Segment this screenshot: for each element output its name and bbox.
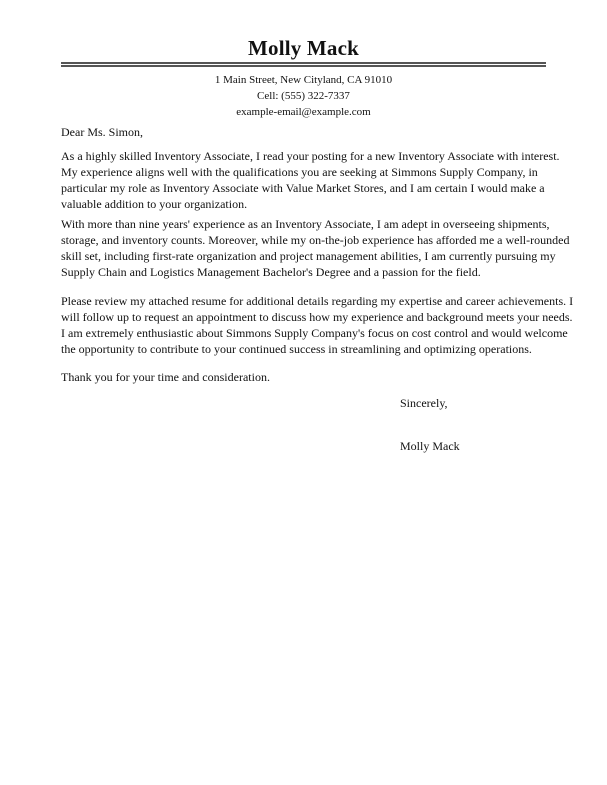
paragraph-2 [61,216,570,280]
paragraph-line: Please review my attached resume for additional details regarding my expertise and career achievements. I [61,294,574,308]
paragraph-line: particular my role as Inventory Associate with Value Market Stores, and I am certain I would make a [61,181,545,195]
paragraph-1 [61,148,560,212]
paragraph-line: As a highly skilled Inventory Associate, I read your posting for a new Inventory Associate with interest. [61,149,560,163]
paragraph-line: the opportunity to contribute to your continued success in streamlining and optimizing operations. [61,342,532,356]
paragraph-line: skill set, including first-rate organization and project management abilities, I am currently pursuing my [61,249,556,263]
contact-block [0,72,607,120]
salutation: Dear Ms. Simon, [61,125,143,139]
sender-name: Molly Mack [247,36,360,60]
closing-sentence: Thank you for your time and consideration. [61,370,270,384]
signature-name: Molly Mack [400,439,460,453]
header-double-rule [61,62,546,67]
paragraph-line: will follow up to request an appointment to discuss how my experience and background meets your needs. [61,310,573,324]
paragraph-line: With more than nine years' experience as an Inventory Associate, I am adept in overseeing shipments, [61,217,550,231]
paragraph-line: valuable addition to your organization. [61,197,248,211]
sender-email: example-email@example.com [236,106,371,118]
valediction: Sincerely, [400,396,448,410]
sender-phone: Cell: (555) 322-7337 [257,90,350,102]
paragraph-3 [61,293,574,357]
paragraph-line: My experience aligns well with the qualifications you are seeking at Simmons Supply Company, in [61,165,538,179]
paragraph-line: Supply Chain and Logistics Management Bachelor's Degree and a passion for the field. [61,265,481,279]
paragraph-line: storage, and inventory counts. Moreover, while my on-the-job experience has afforded me a well-rounded [61,233,570,247]
paragraph-line: I am extremely enthusiastic about Simmons Supply Company's focus on cost control and would welcome [61,326,568,340]
sender-address: 1 Main Street, New Cityland, CA 91010 [214,74,393,86]
